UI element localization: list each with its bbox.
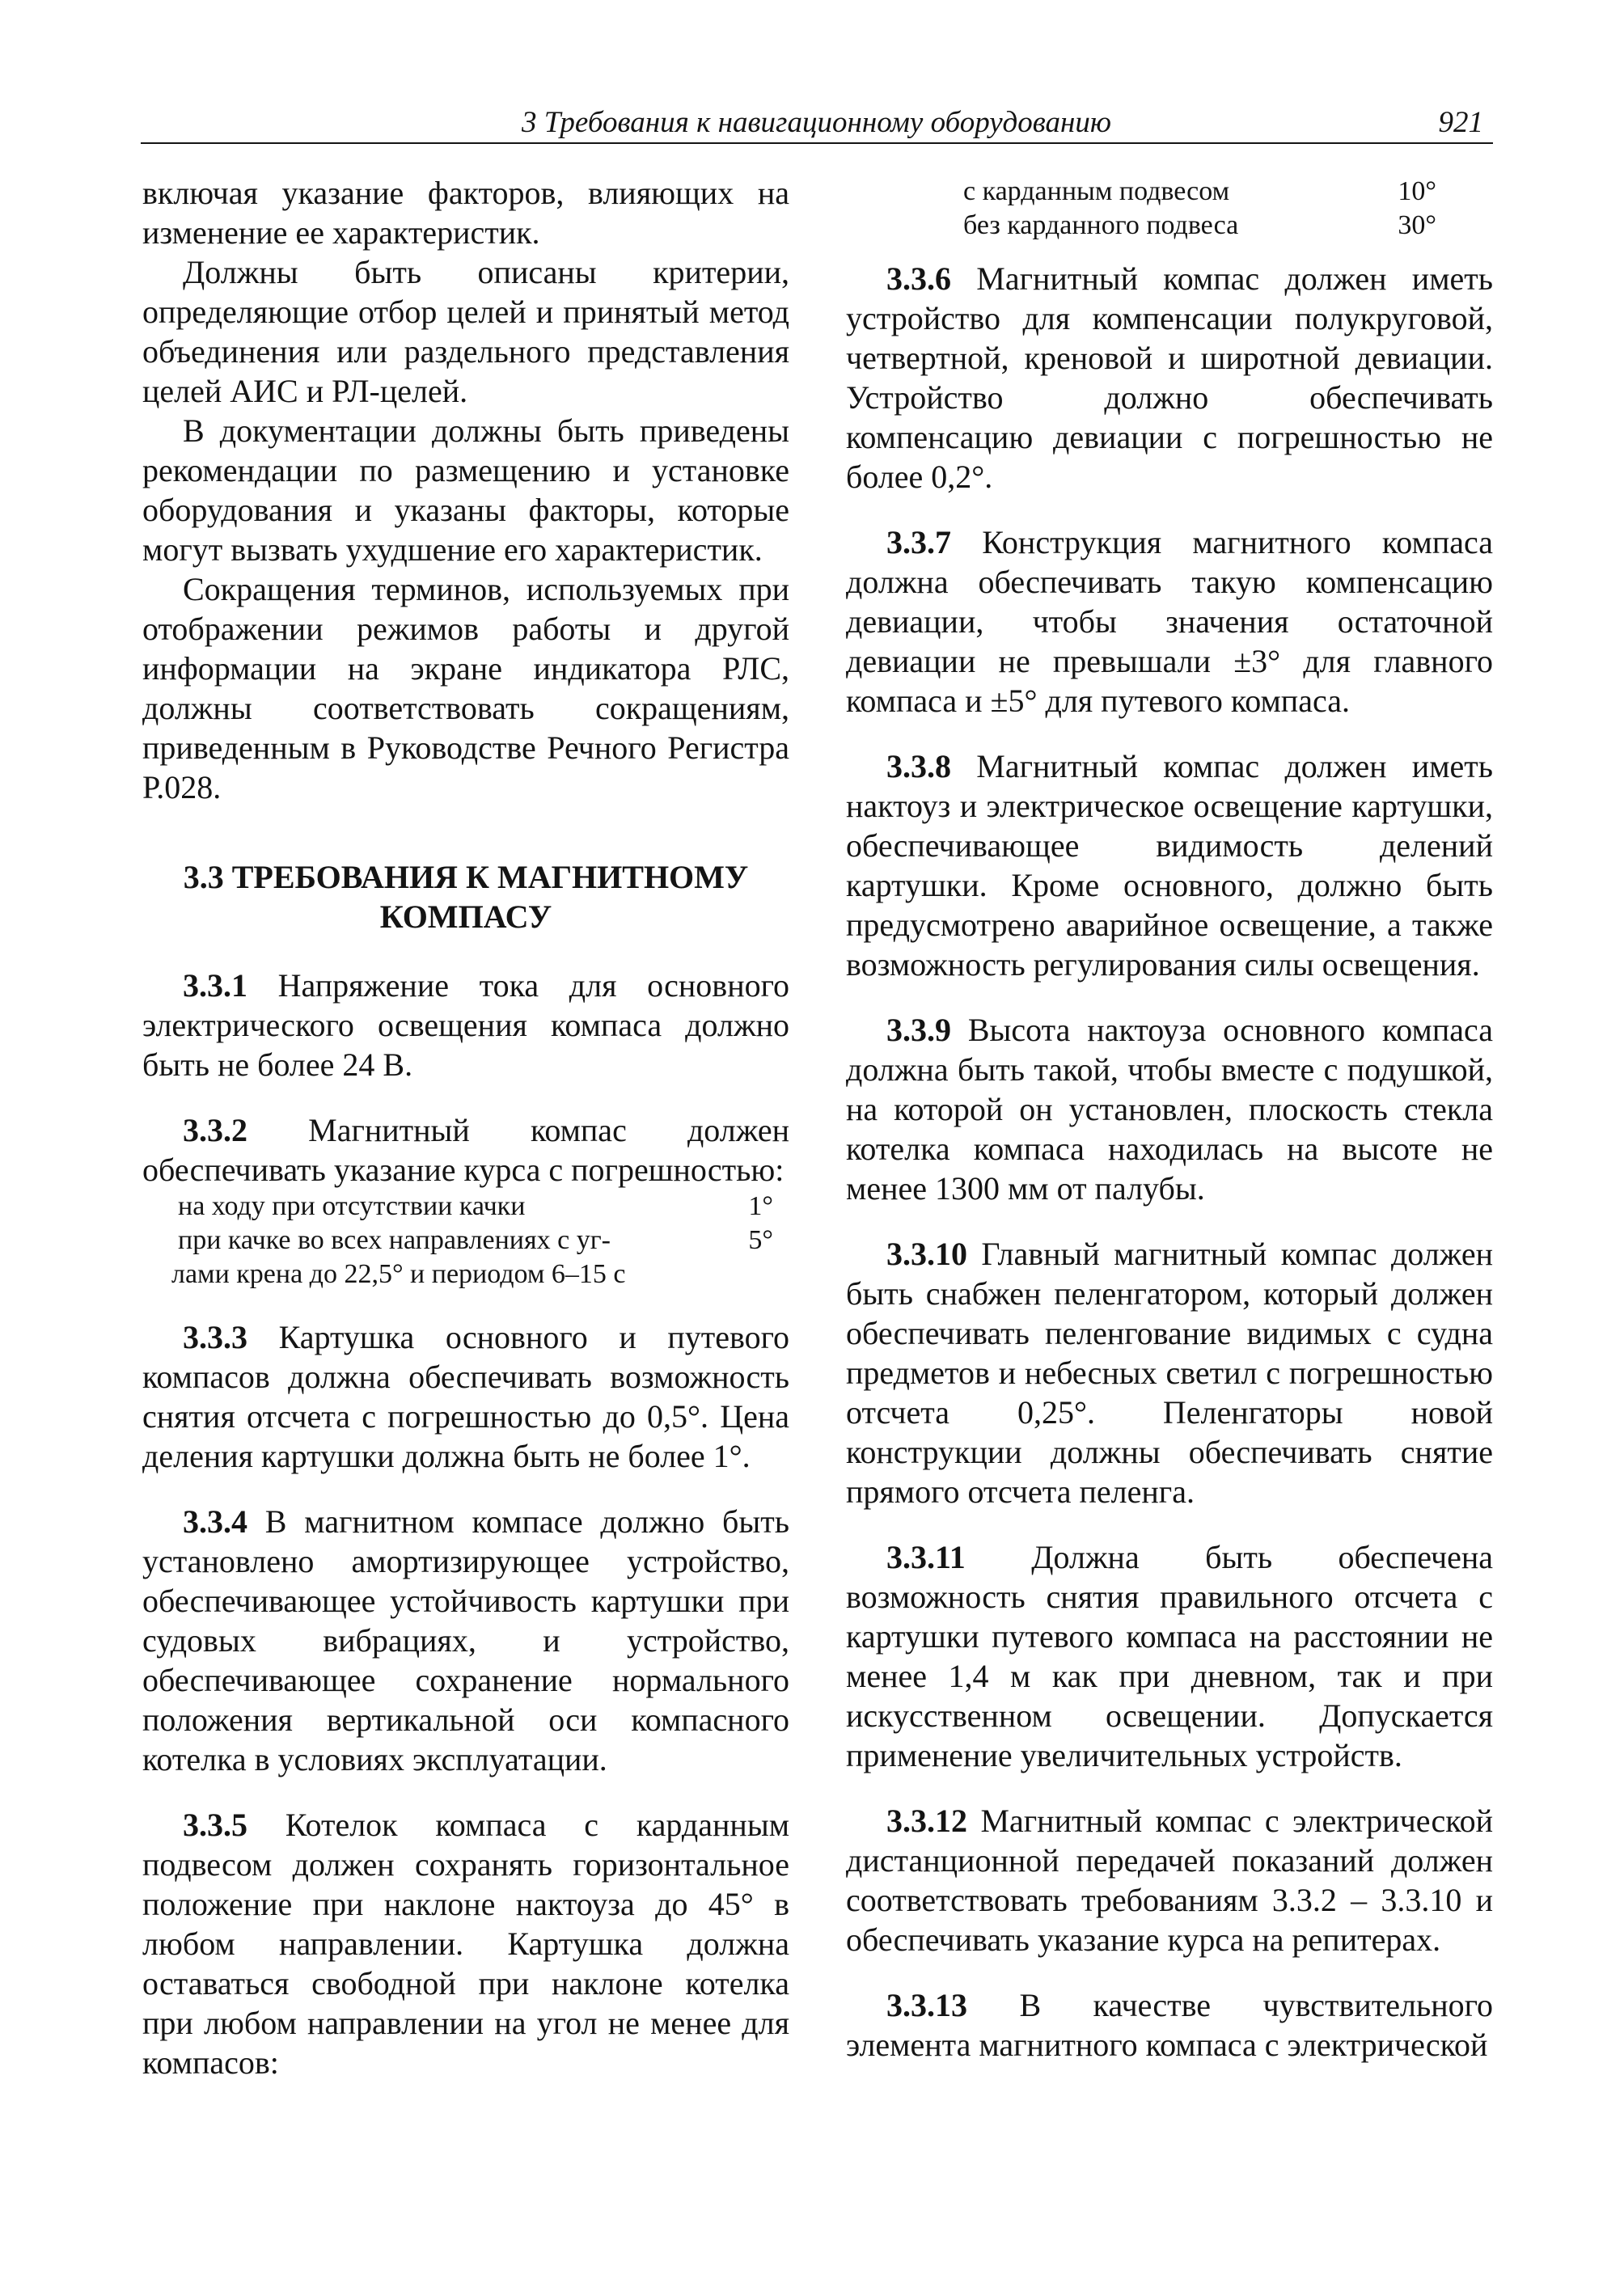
list-item	[963, 175, 1436, 209]
clause-text: Напряжение тока для основного электрического освещения компаса должно быть не более 24 В.	[142, 967, 790, 1083]
list-item	[178, 1190, 773, 1224]
paragraph-target-criteria: Должны быть описаны критерии, определяющие отбор целей и принятый метод объединения или раздельного представления целей АИС и РЛ-целей.	[142, 254, 789, 409]
paragraph-abbreviations: Сокращения терминов, используемых при отображении режимов работы и другой информации на экране индикатора РЛС, должны соответствовать сокращениям, приведенным в Руководстве Речного Регистра Р.028.	[142, 571, 789, 805]
clause-3-3-13	[846, 1985, 1493, 2065]
heading-accuracy-list	[171, 1190, 773, 1291]
clause-text: Картушка основного и путевого компасов должна обеспечивать возможность снятия отсчета с погрешностью до 0,5°. Цена деления картушки должна быть не более 1°.	[142, 1319, 789, 1474]
clause-number: 3.3.5	[183, 1807, 247, 1843]
clause-number: 3.3.12	[886, 1803, 967, 1839]
list-item-value: 5°	[748, 1225, 773, 1255]
clause-number: 3.3.8	[886, 748, 951, 784]
clause-number: 3.3.11	[886, 1539, 966, 1575]
paragraph-installation-recommendations: В документации должны быть приведены рекомендации по размещению и установке оборудования и указаны факторы, которые могут вызвать ухудшение его характеристик.	[142, 412, 789, 568]
clause-text: Высота нактоуза основного компаса должна быть такой, чтобы вместе с подушкой, на которой он установлен, плоскость стекла котелка компаса находилась на высоте не менее 1300 мм от палубы.	[846, 1012, 1493, 1207]
clause-number: 3.3.6	[886, 260, 951, 297]
section-heading	[142, 857, 789, 936]
clause-number: 3.3.13	[886, 1987, 967, 2023]
clause-text: Магнитный компас с электрической дистанционной передачей показаний должен соответствовать требованиям 3.3.2 – 3.3.10 и обеспечивать указание курса на репитерах.	[846, 1803, 1493, 1958]
running-header	[141, 104, 1493, 144]
list-item-label: с карданным подвесом	[963, 176, 1230, 206]
clause-3-3-11	[846, 1537, 1493, 1775]
clause-number: 3.3.2	[183, 1112, 247, 1148]
clause-3-3-12	[846, 1801, 1493, 1959]
section-heading-line2: КОМПАСУ	[379, 898, 552, 935]
clause-text: Магнитный компас должен иметь устройство для компенсации полукруговой, четвертной, креновой и широтной девиации. Устройство должно обеспечивать компенсацию девиации с погрешностью не более 0,2°.	[846, 260, 1493, 495]
list-item-value: 10°	[1398, 176, 1436, 206]
clause-3-3-5	[142, 1805, 789, 2082]
left-column	[142, 173, 789, 2082]
clause-text: Конструкция магнитного компаса должна обеспечивать такую компенсацию девиации, чтобы значения остаточной девиации не превышали ±3° для главного компаса и ±5° для путевого компаса.	[846, 524, 1493, 719]
page-number: 921	[1438, 106, 1483, 139]
list-item-label: при качке во всех направлениях с уг-	[178, 1225, 611, 1255]
clause-3-3-2	[142, 1110, 789, 1190]
list-item-value: 30°	[1398, 210, 1436, 240]
clause-number: 3.3.10	[886, 1236, 967, 1272]
list-item	[963, 209, 1436, 243]
clause-3-3-10	[846, 1234, 1493, 1511]
clause-text: В магнитном компасе должно быть установлено амортизирующее устройство, обеспечивающее устойчивость картушки при судовых вибрациях, и устройство, обеспечивающее сохранение нормального положения вертикальной оси компасного котелка в условиях эксплуатации.	[142, 1503, 789, 1777]
list-item-label: на ходу при отсутствии качки	[178, 1191, 526, 1221]
clause-text: Должна быть обеспечена возможность снятия правильного отсчета с картушки путевого компаса на расстоянии не менее 1,4 м как при дневном, так и при искусственном освещении. Допускается применение увеличительных устройств.	[846, 1539, 1493, 1773]
clause-text: Магнитный компас должен обеспечивать указание курса с погрешностью:	[142, 1112, 789, 1188]
clause-3-3-8	[846, 746, 1493, 984]
right-column	[846, 175, 1493, 2065]
clause-number: 3.3.4	[183, 1503, 247, 1540]
clause-text: Магнитный компас должен иметь нактоуз и электрическое освещение картушки, обеспечивающее видимость делений картушки. Кроме основного, должно быть предусмотрено аварийное освещение, а также возможность регулирования силы освещения.	[846, 748, 1493, 983]
clause-3-3-6	[846, 259, 1493, 497]
clause-text: Котелок компаса с карданным подвесом должен сохранять горизонтальное положение при наклоне нактоуза до 45° в любом направлении. Картушка должна оставаться свободной при наклоне котелка при любом направлении на угол не менее для компасов:	[142, 1807, 789, 2081]
list-item	[178, 1224, 773, 1258]
clause-3-3-7	[846, 522, 1493, 721]
clause-3-3-4	[142, 1502, 789, 1779]
section-heading-line1: 3.3 ТРЕБОВАНИЯ К МАГНИТНОМУ	[183, 859, 749, 895]
paragraph-continuation: включая указание факторов, влияющих на изменение ее характеристик.	[142, 175, 789, 251]
clause-number: 3.3.7	[886, 524, 951, 560]
clause-text: В качестве чувствительного элемента магнитного компаса с электрической	[846, 1987, 1494, 2063]
list-item	[171, 1258, 773, 1291]
list-item-label: без карданного подвеса	[963, 210, 1239, 240]
clause-number: 3.3.3	[183, 1319, 247, 1355]
clause-3-3-9	[846, 1010, 1493, 1208]
clause-3-3-1	[142, 966, 789, 1084]
list-item-label: лами крена до 22,5° и периодом 6–15 с	[171, 1259, 626, 1289]
header-title: 3 Требования к навигационному оборудованию	[522, 106, 1111, 139]
tilt-angle-list	[963, 175, 1436, 243]
clause-number: 3.3.1	[183, 967, 247, 1004]
clause-text: Главный магнитный компас должен быть снабжен пеленгатором, который должен обеспечивать пеленгование видимых с судна предметов и небесных светил с погрешностью отсчета 0,25°. Пеленгаторы новой конструкции должны обеспечивать снятие прямого отсчета пеленга.	[846, 1236, 1493, 1510]
clause-3-3-3	[142, 1317, 789, 1476]
list-item-value: 1°	[748, 1191, 773, 1221]
clause-number: 3.3.9	[886, 1012, 951, 1048]
